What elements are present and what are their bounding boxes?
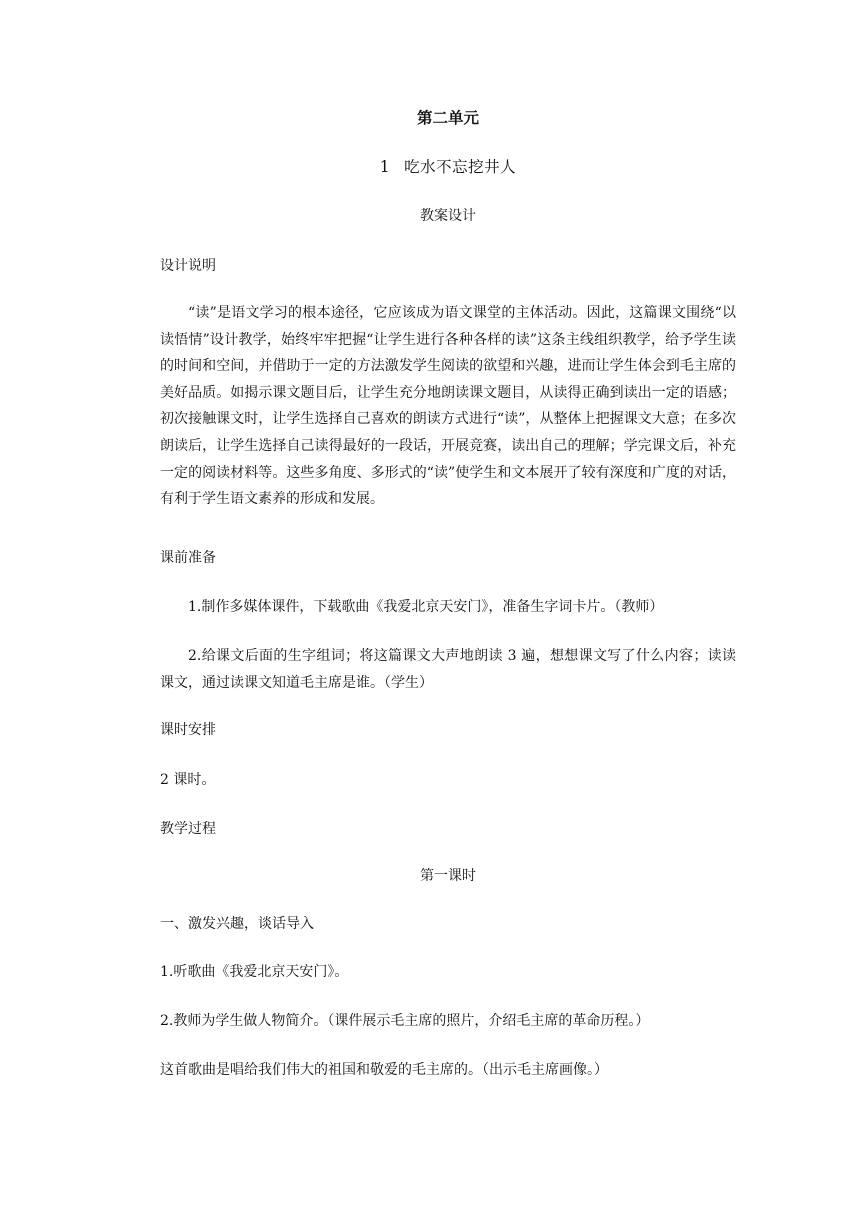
section-one-heading: 一、激发兴趣，谈话导入	[160, 916, 314, 932]
design-paragraph: “读”是语文学习的根本途径，它应该成为语文课堂的主体活动。因此，这篇课文围绕“以读悟情”设计教学，始终牢牢把握“让学生进行各种各样的读”这条主线组织教学，给予学生读的时间和空间，并借助于一定的方法激发学生阅读的欲望和兴趣，进而让学生体会到毛主席的美好品质。如揭示课文题目后，让学生充分地朗读课文题目，从读得正确到读出一定的语感；初次接触课文时，让学生选择自己喜欢的朗读方式进行“读”，从整体上把握课文大意；在多次朗读后，让学生选择自己读得最好的一段话，开展竞赛，读出自己的理解；学完课文后，补充一定的阅读材料等。这些多角度、多形式的“读”使学生和文本展开了较有深度和广度的对话，有利于学生语文素养的形成和发展。	[160, 305, 736, 508]
section-one-item-3: 这首歌曲是唱给我们伟大的祖国和敬爱的毛主席的。（出示毛主席画像。）	[160, 1062, 608, 1078]
prep-heading: 课前准备	[160, 550, 216, 566]
design-heading: 设计说明	[160, 258, 216, 274]
schedule-heading: 课时安排	[160, 722, 216, 738]
schedule-value: 2 课时。	[160, 772, 216, 788]
process-heading: 教学过程	[160, 821, 216, 837]
unit-title: 第二单元	[416, 108, 479, 127]
section-one-item-2: 2.教师为学生做人物简介。（课件展示毛主席的照片，介绍毛主席的革命历程。）	[160, 1013, 650, 1029]
lesson-number: 1	[379, 158, 391, 176]
lesson-title	[160, 157, 736, 177]
section-one-item-1: 1.听歌曲《我爱北京天安门》。	[160, 964, 349, 980]
lesson-name: 吃水不忘挖井人	[404, 158, 517, 176]
subtitle: 教案设计	[420, 208, 476, 224]
prep-item-1: 1.制作多媒体课件，下载歌曲《我爱北京天安门》，准备生字词卡片。（教师）	[188, 599, 664, 615]
prep-item-2: 2.给课文后面的生字组词；将这篇课文大声地朗读 3 遍，想想课文写了什么内容；读读课文，通过读课文知道毛主席是谁。（学生）	[160, 648, 736, 691]
first-lesson-heading: 第一课时	[420, 868, 476, 884]
